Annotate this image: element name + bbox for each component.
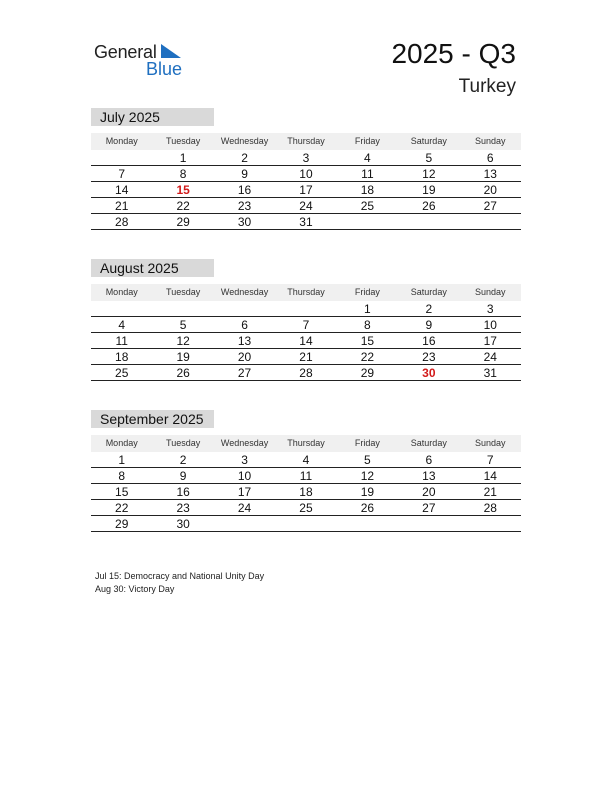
day-cell: 14 bbox=[299, 334, 313, 348]
day-cell: 23 bbox=[237, 199, 252, 213]
day-cell: 22 bbox=[176, 199, 190, 213]
weekday-label: Sunday bbox=[474, 438, 506, 448]
day-cell: 13 bbox=[483, 167, 497, 181]
day-cell: 30 bbox=[237, 215, 252, 229]
day-cell: 12 bbox=[176, 334, 190, 348]
weekday-label: Friday bbox=[354, 438, 380, 448]
day-cell: 30 bbox=[176, 517, 190, 531]
week-row bbox=[91, 349, 521, 365]
week-row bbox=[91, 333, 521, 349]
weekday-label: Wednesday bbox=[220, 438, 269, 448]
day-cell: 1 bbox=[118, 453, 126, 467]
day-cell bbox=[91, 301, 152, 316]
week-row bbox=[91, 516, 521, 532]
day-cell: 14 bbox=[483, 469, 497, 483]
day-cell: 24 bbox=[483, 350, 497, 364]
weekday-label: Monday bbox=[105, 136, 138, 146]
day-cell: 15 bbox=[360, 334, 375, 348]
day-cell: 26 bbox=[422, 199, 436, 213]
month-label: July 2025 bbox=[91, 108, 214, 126]
day-cell: 31 bbox=[299, 215, 313, 229]
day-cell: 28 bbox=[115, 215, 129, 229]
day-cell: 4 bbox=[302, 453, 310, 467]
week-row bbox=[91, 468, 521, 484]
month-july bbox=[91, 108, 521, 229]
day-cell: 20 bbox=[237, 350, 252, 364]
day-cell bbox=[152, 301, 213, 316]
day-cell: 5 bbox=[179, 318, 187, 332]
day-cell: 26 bbox=[176, 366, 190, 380]
holiday-notes bbox=[95, 570, 264, 595]
holiday-note: Jul 15: Democracy and National Unity Day bbox=[95, 571, 265, 581]
day-cell: 29 bbox=[360, 366, 375, 380]
day-cell: 11 bbox=[299, 469, 313, 483]
weekday-label: Sunday bbox=[474, 136, 506, 146]
day-cell: 28 bbox=[483, 501, 497, 515]
day-cell: 27 bbox=[422, 501, 436, 515]
week-row bbox=[91, 182, 521, 198]
calendar-grid bbox=[91, 284, 521, 381]
day-cell: 7 bbox=[486, 453, 494, 467]
day-cell: 21 bbox=[299, 350, 313, 364]
day-cell: 5 bbox=[425, 151, 433, 165]
day-cell: 19 bbox=[422, 183, 436, 197]
weekday-label: Wednesday bbox=[220, 136, 269, 146]
week-row bbox=[91, 198, 521, 214]
day-cell: 4 bbox=[364, 151, 371, 165]
day-cell: 18 bbox=[360, 183, 375, 197]
day-cell bbox=[460, 516, 521, 531]
month-label: August 2025 bbox=[91, 259, 214, 277]
day-cell: 26 bbox=[360, 501, 375, 515]
day-cell: 31 bbox=[483, 366, 497, 380]
generalblue-logo bbox=[94, 40, 194, 80]
week-row bbox=[91, 166, 521, 182]
day-cell: 29 bbox=[115, 517, 129, 531]
day-cell: 23 bbox=[176, 501, 190, 515]
day-cell: 22 bbox=[360, 350, 375, 364]
weekday-label: Tuesday bbox=[166, 438, 201, 448]
weekday-label: Friday bbox=[354, 287, 380, 297]
day-cell: 18 bbox=[115, 350, 129, 364]
day-cell: 24 bbox=[237, 501, 252, 515]
weekday-label: Thursday bbox=[287, 287, 325, 297]
day-cell: 12 bbox=[360, 469, 375, 483]
week-row bbox=[91, 214, 521, 230]
week-row bbox=[91, 500, 521, 516]
day-cell: 3 bbox=[302, 151, 310, 165]
weekday-header bbox=[91, 435, 521, 452]
day-cell: 9 bbox=[425, 318, 433, 332]
day-cell: 22 bbox=[115, 501, 129, 515]
day-cell: 19 bbox=[176, 350, 190, 364]
weekday-label: Sunday bbox=[474, 287, 506, 297]
day-cell: 4 bbox=[118, 318, 126, 332]
day-cell: 25 bbox=[299, 501, 313, 515]
logo-text-general: General bbox=[94, 42, 157, 62]
day-cell bbox=[337, 516, 398, 531]
day-cell: 2 bbox=[241, 151, 248, 165]
day-cell: 5 bbox=[364, 453, 371, 467]
month-label: September 2025 bbox=[91, 410, 214, 428]
day-cell: 12 bbox=[422, 167, 436, 181]
day-cell: 8 bbox=[364, 318, 371, 332]
day-cell bbox=[398, 214, 459, 229]
day-cell: 14 bbox=[115, 183, 129, 197]
weekday-label: Thursday bbox=[287, 438, 325, 448]
weekday-header bbox=[91, 133, 521, 150]
day-cell: 20 bbox=[483, 183, 497, 197]
day-cell: 16 bbox=[422, 334, 436, 348]
weekday-label: Monday bbox=[105, 287, 138, 297]
day-cell: 8 bbox=[179, 167, 187, 181]
week-row bbox=[91, 150, 521, 166]
day-cell: 8 bbox=[118, 469, 126, 483]
day-cell: 2 bbox=[179, 453, 187, 467]
holiday-note: Aug 30: Victory Day bbox=[95, 583, 175, 594]
weekday-label: Thursday bbox=[287, 136, 325, 146]
page-title: 2025 - Q3 bbox=[391, 38, 516, 69]
calendar-grid bbox=[91, 133, 521, 230]
day-cell: 25 bbox=[115, 366, 129, 380]
day-cell: 17 bbox=[237, 485, 252, 499]
weekday-label: Friday bbox=[354, 136, 380, 146]
week-row bbox=[91, 365, 521, 381]
day-cell: 7 bbox=[302, 318, 310, 332]
logo-triangle-icon bbox=[161, 44, 181, 60]
weekday-label: Tuesday bbox=[166, 287, 201, 297]
calendar-grid bbox=[91, 435, 521, 532]
day-cell: 19 bbox=[360, 485, 375, 499]
country-name: Turkey bbox=[458, 76, 516, 97]
day-cell: 29 bbox=[176, 215, 190, 229]
day-cell bbox=[214, 301, 275, 316]
day-cell: 24 bbox=[299, 199, 313, 213]
logo-text-blue: Blue bbox=[146, 59, 183, 79]
day-cell: 13 bbox=[237, 334, 252, 348]
holiday-date: 30 bbox=[422, 366, 436, 380]
day-cell: 25 bbox=[360, 199, 375, 213]
month-september bbox=[91, 410, 521, 531]
day-cell: 1 bbox=[364, 302, 371, 316]
weekday-label: Saturday bbox=[410, 438, 447, 448]
day-cell bbox=[337, 214, 398, 229]
day-cell: 9 bbox=[179, 469, 187, 483]
day-cell: 27 bbox=[237, 366, 252, 380]
day-cell: 10 bbox=[483, 318, 497, 332]
weekday-label: Wednesday bbox=[220, 287, 269, 297]
day-cell: 16 bbox=[237, 183, 252, 197]
day-cell: 6 bbox=[425, 453, 433, 467]
day-cell: 6 bbox=[486, 151, 494, 165]
week-row bbox=[91, 484, 521, 500]
day-cell bbox=[275, 301, 336, 316]
day-cell: 23 bbox=[422, 350, 436, 364]
day-cell: 13 bbox=[422, 469, 436, 483]
weekday-label: Tuesday bbox=[166, 136, 201, 146]
day-cell: 1 bbox=[179, 151, 187, 165]
day-cell: 27 bbox=[483, 199, 497, 213]
day-cell: 11 bbox=[115, 334, 128, 348]
day-cell: 2 bbox=[425, 302, 433, 316]
day-cell bbox=[214, 516, 275, 531]
weekday-header bbox=[91, 284, 521, 301]
day-cell: 15 bbox=[115, 485, 129, 499]
weekday-label: Monday bbox=[105, 438, 138, 448]
week-row bbox=[91, 317, 521, 333]
day-cell: 20 bbox=[422, 485, 436, 499]
day-cell bbox=[275, 516, 336, 531]
day-cell: 21 bbox=[115, 199, 129, 213]
day-cell: 17 bbox=[299, 183, 313, 197]
day-cell: 18 bbox=[299, 485, 313, 499]
day-cell bbox=[91, 150, 152, 165]
day-cell: 6 bbox=[241, 318, 248, 332]
day-cell: 10 bbox=[237, 469, 252, 483]
weekday-label: Saturday bbox=[410, 136, 447, 146]
day-cell: 7 bbox=[118, 167, 126, 181]
day-cell: 21 bbox=[483, 485, 497, 499]
week-row bbox=[91, 452, 521, 468]
day-cell: 3 bbox=[241, 453, 248, 467]
weekday-label: Saturday bbox=[410, 287, 447, 297]
day-cell: 11 bbox=[361, 167, 374, 181]
day-cell: 10 bbox=[299, 167, 313, 181]
holiday-date: 15 bbox=[176, 183, 190, 197]
day-cell: 17 bbox=[483, 334, 497, 348]
day-cell: 28 bbox=[299, 366, 313, 380]
month-august bbox=[91, 259, 521, 380]
day-cell bbox=[398, 516, 459, 531]
day-cell: 9 bbox=[241, 167, 248, 181]
week-row bbox=[91, 301, 521, 317]
day-cell: 3 bbox=[486, 302, 494, 316]
day-cell bbox=[460, 214, 521, 229]
day-cell: 16 bbox=[176, 485, 190, 499]
